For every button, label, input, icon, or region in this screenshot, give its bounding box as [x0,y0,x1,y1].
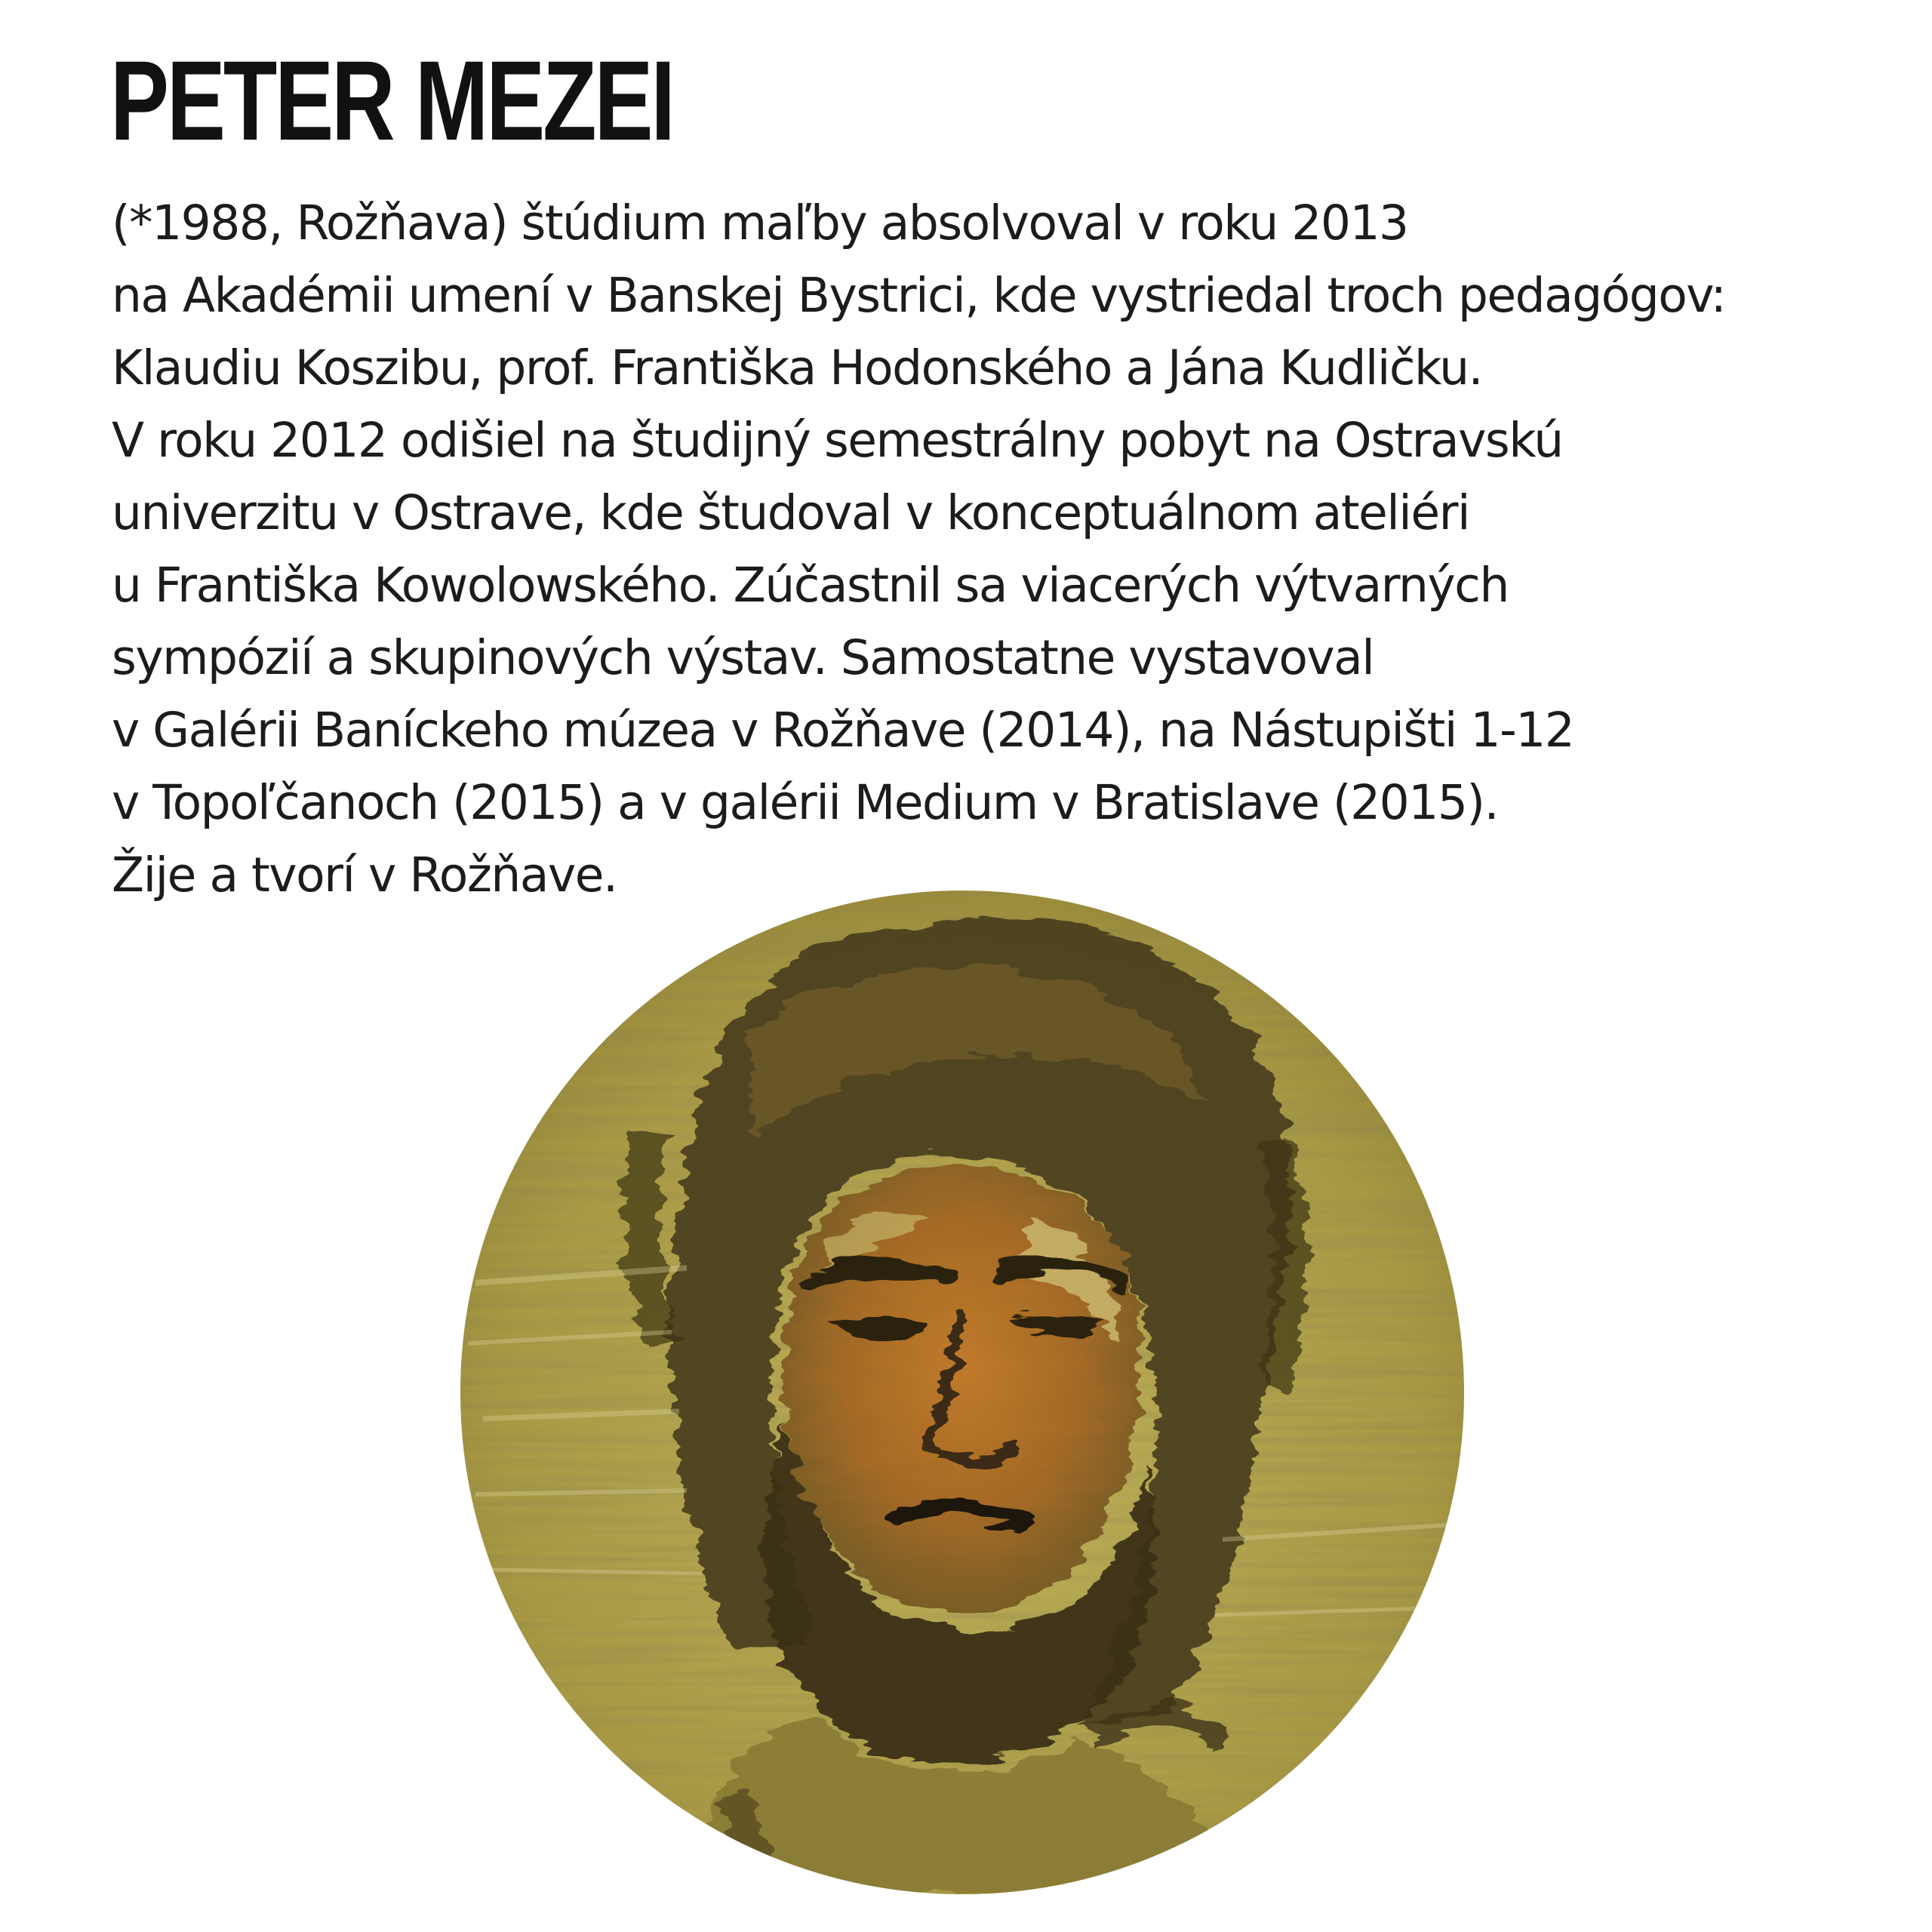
bio-line: univerzitu v Ostrave, kde študoval v konceptuálnom ateliéri [112,485,1469,540]
bio-line: sympózií a skupinových výstav. Samostatne vystavoval [112,630,1374,685]
bio-line: u Františka Kowolowského. Zúčastnil sa viacerých výtvarných [112,558,1509,613]
bio-line: Žije a tvorí v Rožňave. [112,848,617,903]
artist-name: PETER MEZEI [110,37,673,164]
bio-line: (*1988, Rožňava) štúdium maľby absolvoval v roku 2013 [112,195,1408,251]
hair-stroke [641,1132,664,1343]
bio-line: na Akadémii umení v Banskej Bystrici, kde vystriedal troch pedagógov: [112,268,1726,323]
hair-stroke [1275,1140,1290,1389]
face [783,1166,1141,1611]
bio-line: v Topoľčanoch (2015) a v galérii Medium v Bratislave (2015). [112,775,1499,830]
biography-text [112,187,1908,912]
bio-line: Klaudiu Koszibu, prof. Františka Hodonského a Jána Kudličku. [112,340,1483,395]
portrait-painting [460,891,1464,1894]
portrait-illustration [460,891,1464,1894]
bio-line: V roku 2012 odišiel na študijný semestrálny pobyt na Ostravskú [112,413,1563,468]
bio-line: v Galérii Baníckeho múzea v Rožňave (2014), na Nástupišti 1-12 [112,703,1574,758]
